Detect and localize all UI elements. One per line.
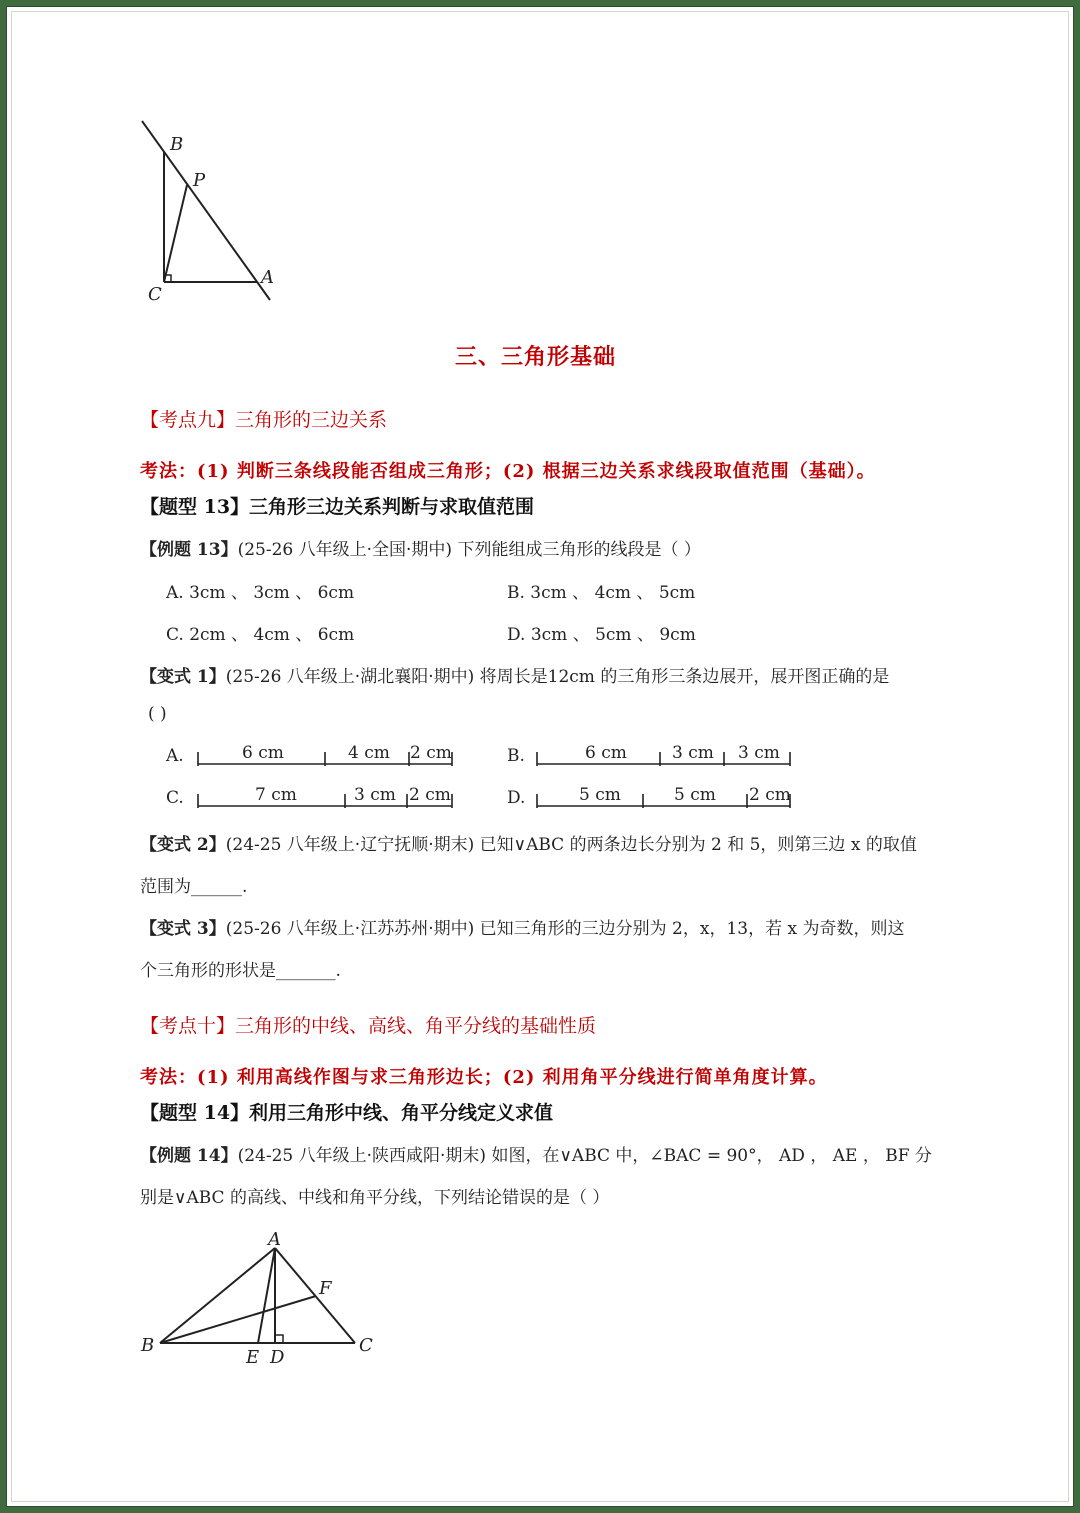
label-d: D <box>270 1347 285 1368</box>
var1-b-seg2: 3 cm <box>672 743 714 763</box>
label-a2: A <box>268 1229 281 1250</box>
var3-text: 已知三角形的三边分别为 2，x，13，若 x 为奇数，则这 <box>479 919 905 939</box>
var1-d-seg3: 2 cm <box>749 785 791 805</box>
ex14-source: (24-25 八年级上·陕西咸阳·期末) <box>237 1146 487 1166</box>
ex13-text: 下列能组成三角形的线段是（ ） <box>457 540 701 560</box>
var3-text2: 个三角形的形状是_______. <box>140 961 341 981</box>
var1-source: (25-26 八年级上·湖北襄阳·期中) <box>225 667 475 687</box>
var1-option-d-letter: D. <box>507 788 526 808</box>
var2-source: (24-25 八年级上·辽宁抚顺·期末) <box>225 835 475 855</box>
var1-a-seg2: 4 cm <box>348 743 390 763</box>
var1-option-a-letter: A. <box>166 746 184 766</box>
var1-c-seg1: 7 cm <box>255 785 297 805</box>
ex14-text: 如图，在∨ABC 中，∠BAC = 90°， AD ， AE ， BF 分 <box>491 1146 932 1166</box>
var1-tag: 【变式 1】 <box>140 667 226 687</box>
ex13-option-a: A. 3cm 、 3cm 、 6cm <box>166 583 355 603</box>
label-c2: C <box>359 1335 373 1356</box>
ex13-source: (25-26 八年级上·全国·期中) <box>237 540 453 560</box>
ex13-option-b: B. 3cm 、 4cm 、 5cm <box>507 583 696 603</box>
var1-option-c-letter: C. <box>166 788 184 808</box>
var1-d-seg1: 5 cm <box>579 785 621 805</box>
right-angle-mark-d <box>275 1335 283 1343</box>
label-a: A <box>261 267 274 288</box>
var1-c-seg3: 2 cm <box>409 785 451 805</box>
label-b: B <box>170 134 184 155</box>
ex14-text2: 别是∨ABC 的高线、中线和角平分线，下列结论错误的是（ ） <box>140 1188 610 1208</box>
kp9-title: 【考点九】三角形的三边关系 <box>140 409 388 431</box>
ex13-option-d: D. 3cm 、 5cm 、 9cm <box>507 625 696 645</box>
ex14-tag: 【例题 14】 <box>140 1146 238 1166</box>
label-e: E <box>246 1347 260 1368</box>
var2-text: 已知∨ABC 的两条边长分别为 2 和 5，则第三边 x 的取值 <box>479 835 917 855</box>
label-b2: B <box>141 1335 155 1356</box>
label-f: F <box>319 1278 332 1299</box>
var1-a-seg1: 6 cm <box>242 743 284 763</box>
type14-title: 【题型 14】利用三角形中线、角平分线定义求值 <box>140 1102 554 1124</box>
type13-title: 【题型 13】三角形三边关系判断与求取值范围 <box>140 496 535 518</box>
var1-b-seg1: 6 cm <box>585 743 627 763</box>
var1-text: 将周长是12cm 的三角形三条边展开，展开图正确的是 <box>479 667 890 687</box>
ex13-tag: 【例题 13】 <box>140 540 238 560</box>
var1-c-seg2: 3 cm <box>354 785 396 805</box>
var1-option-b-letter: B. <box>507 746 525 766</box>
var3-tag: 【变式 3】 <box>140 919 226 939</box>
var1-bracket: ( ) <box>148 704 167 724</box>
label-p: P <box>193 170 206 191</box>
kp10-method: 考法：(1) 利用高线作图与求三角形边长；(2) 利用角平分线进行简单角度计算。 <box>140 1067 828 1088</box>
var1-d-seg2: 5 cm <box>674 785 716 805</box>
var1-b-seg3: 3 cm <box>738 743 780 763</box>
segment-ae <box>258 1248 275 1343</box>
kp10-title: 【考点十】三角形的中线、高线、角平分线的基础性质 <box>140 1015 597 1037</box>
section-title: 三、三角形基础 <box>455 344 617 370</box>
var3-source: (25-26 八年级上·江苏苏州·期中) <box>225 919 475 939</box>
var2-tag: 【变式 2】 <box>140 835 226 855</box>
var1-a-seg3: 2 cm <box>410 743 452 763</box>
var2-text2: 范围为______. <box>140 877 248 897</box>
segment-ab <box>160 1248 275 1343</box>
label-c: C <box>148 284 162 305</box>
segment-bf <box>160 1296 316 1343</box>
ex13-option-c: C. 2cm 、 4cm 、 6cm <box>166 625 355 645</box>
kp9-method: 考法：(1) 判断三条线段能否组成三角形；(2) 根据三边关系求线段取值范围（基础）。 <box>140 461 876 482</box>
